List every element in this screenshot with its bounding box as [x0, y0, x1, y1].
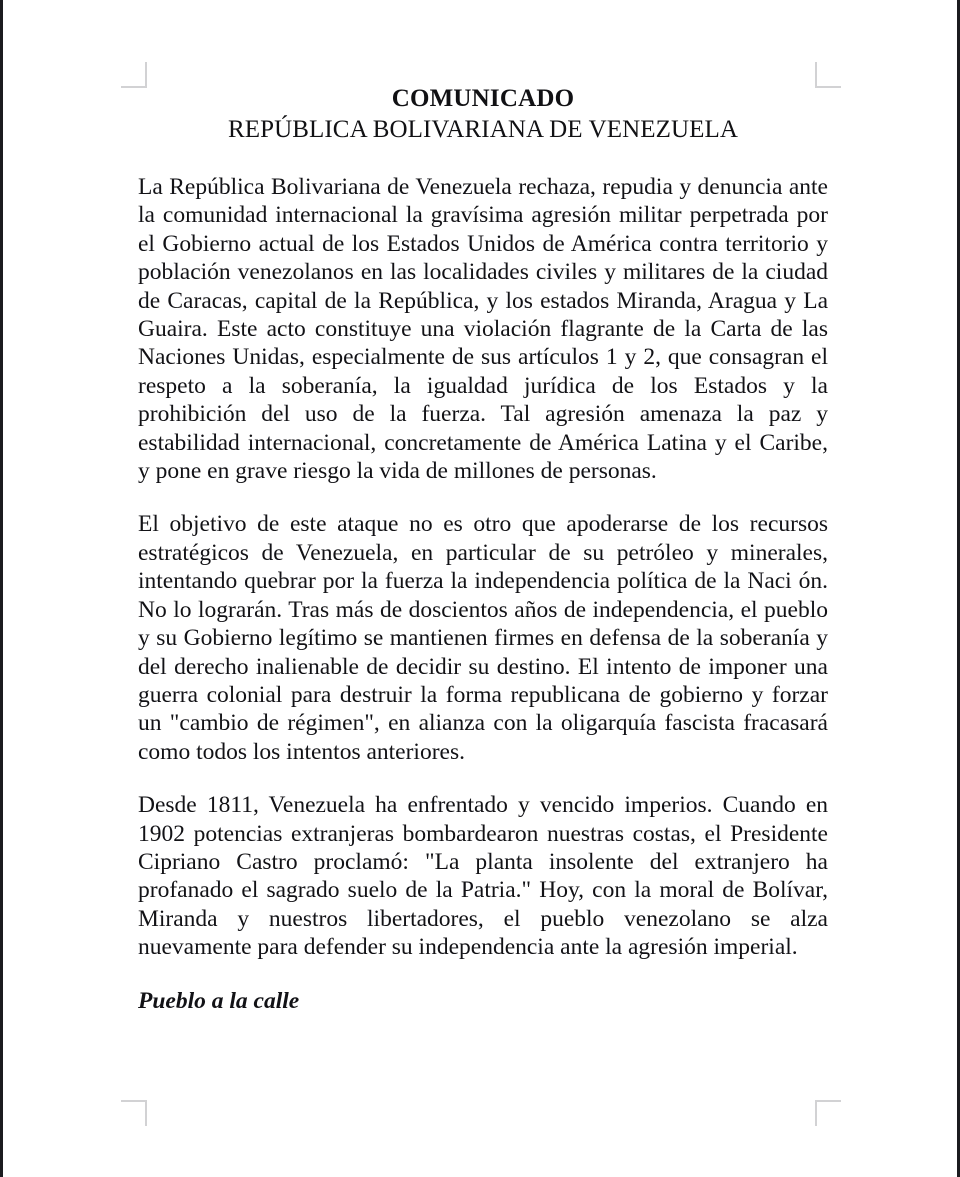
signoff-line: Pueblo a la calle	[138, 987, 300, 1014]
crop-mark-bottom-left-icon	[121, 1100, 147, 1126]
paragraph: El objetivo de este ataque no es otro que apoderarse de los recursos estratégicos de Venezuela, en particular de su petróleo y minerales, intentando quebrar por la fuerza la independencia política de la Naci ón. No lo lograrán. Tras más de doscientos años de independencia, el pueblo y su Gobierno legítimo se mantienen firmes en defensa de la soberanía y del derecho inalienable de decidir su destino. El intento de imponer una guerra colonial para destruir la forma republicana de gobierno y forzar un "cambio de régimen", en alianza con la oligarquía fascista fracasará como todos los intentos anteriores.	[138, 511, 828, 765]
paragraph: La República Bolivariana de Venezuela rechaza, repudia y denuncia ante la comunidad internacional la gravísima agresión militar perpetrada por el Gobierno actual de los Estados Unidos de América contra territorio y población venezolanos en las localidades civiles y militares de la ciudad de Caracas, capital de la República, y los estados Miranda, Aragua y La Guaira. Este acto constituye una violación flagrante de la Carta de las Naciones Unidas, especialmente de sus artículos 1 y 2, que consagran el respeto a la soberanía, la igualdad jurídica de los Estados y la prohibición del uso de la fuerza. Tal agresión amenaza la paz y estabilidad internacional, concretamente de América Latina y el Caribe, y pone en grave riesgo la vida de millones de personas.	[138, 174, 828, 485]
page-subtitle: REPÚBLICA BOLIVARIANA DE VENEZUELA	[227, 116, 739, 143]
paragraph: Desde 1811, Venezuela ha enfrentado y vencido imperios. Cuando en 1902 potencias extranjeras bombardearon nuestras costas, el Presidente Cipriano Castro proclamó: "La planta insolente del extranjero ha profanado el sagrado suelo de la Patria." Hoy, con la moral de Bolívar, Miranda y nuestros libertadores, el pueblo venezolano se alza nuevamente para defender su independencia ante la agresión imperial.	[138, 792, 828, 961]
communique-body	[138, 84, 828, 1015]
page-title: COMUNICADO	[391, 85, 575, 112]
crop-mark-bottom-right-icon	[815, 1100, 841, 1126]
paragraph-list	[138, 173, 828, 1015]
